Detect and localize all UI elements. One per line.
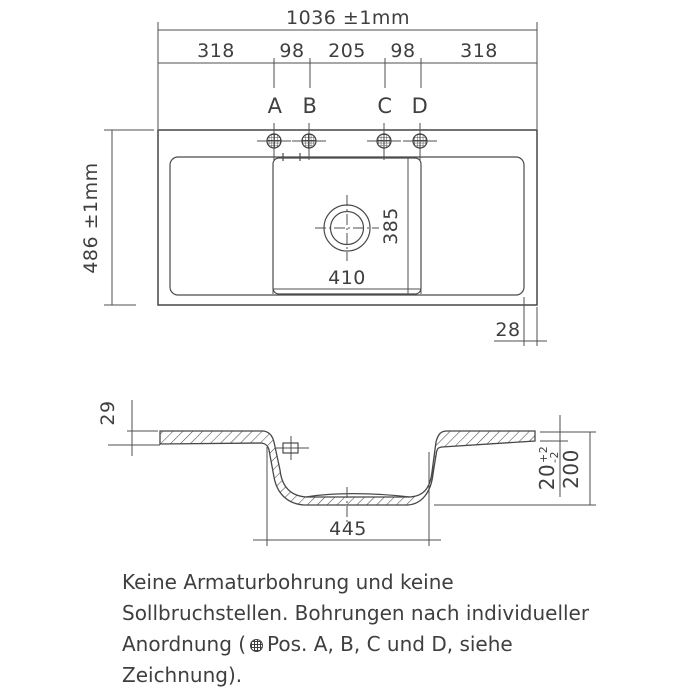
drill-hole-symbols xyxy=(257,123,437,160)
hole-label-a: A xyxy=(267,94,283,118)
note-line-1: Keine Armaturbohrung und keine xyxy=(122,570,454,594)
dim-rim-thickness-tol-minus: -2 xyxy=(548,451,561,463)
dim-basin-width xyxy=(273,267,421,294)
note-line-3 xyxy=(122,629,662,660)
drill-hole-a-icon xyxy=(257,123,291,160)
drill-hole-d-icon xyxy=(403,123,437,160)
dim-basin-width-label: 410 xyxy=(328,267,366,289)
dim-rim-thickness-tol-plus: +2 xyxy=(537,445,550,463)
dim-segment-4: 98 xyxy=(390,40,416,62)
hole-label-b: B xyxy=(302,94,318,118)
drawing-note xyxy=(122,567,662,691)
drill-hole-c-icon xyxy=(367,123,401,160)
dim-basin-depth-label: 385 xyxy=(380,207,402,245)
note-line-4: Zeichnung). xyxy=(122,663,243,687)
hole-label-d: D xyxy=(411,94,429,118)
drill-hole-b-icon xyxy=(292,123,326,160)
hole-label-c: C xyxy=(377,94,393,118)
top-view xyxy=(80,7,547,346)
dim-overall-width-label: 1036 ±1mm xyxy=(286,7,410,29)
dim-segment-3: 205 xyxy=(328,40,366,62)
dim-segment-5: 318 xyxy=(460,40,498,62)
dim-rim-height-label: 29 xyxy=(97,400,119,426)
drain-symbol xyxy=(315,195,379,261)
fastening-clip-detail xyxy=(276,436,309,460)
dim-rim-height xyxy=(97,400,160,456)
dim-segment-chain xyxy=(158,40,537,88)
hole-labels xyxy=(268,94,429,118)
note-line-2: Sollbruchstellen. Bohrungen nach individueller xyxy=(122,601,590,625)
section-view xyxy=(97,400,596,546)
dim-segment-2: 98 xyxy=(279,40,305,62)
note-line-3-text-b: Pos. A, B, C und D, siehe xyxy=(267,632,513,656)
dim-basin-depth xyxy=(380,158,413,294)
dim-segment-1: 318 xyxy=(197,40,235,62)
note-line-3-text-a: Anordnung ( xyxy=(122,632,247,656)
dim-rim-thickness-label: 20 xyxy=(535,463,559,491)
dim-bowl-depth-label: 200 xyxy=(559,449,583,489)
hatched-circle-icon xyxy=(250,639,263,652)
dim-overall-width xyxy=(158,7,537,129)
dim-overall-depth-label: 486 ±1mm xyxy=(80,162,102,274)
dim-overall-depth xyxy=(80,130,154,305)
dim-rim-offset-label: 28 xyxy=(495,319,521,341)
dim-bowl-width-label: 445 xyxy=(329,518,367,540)
